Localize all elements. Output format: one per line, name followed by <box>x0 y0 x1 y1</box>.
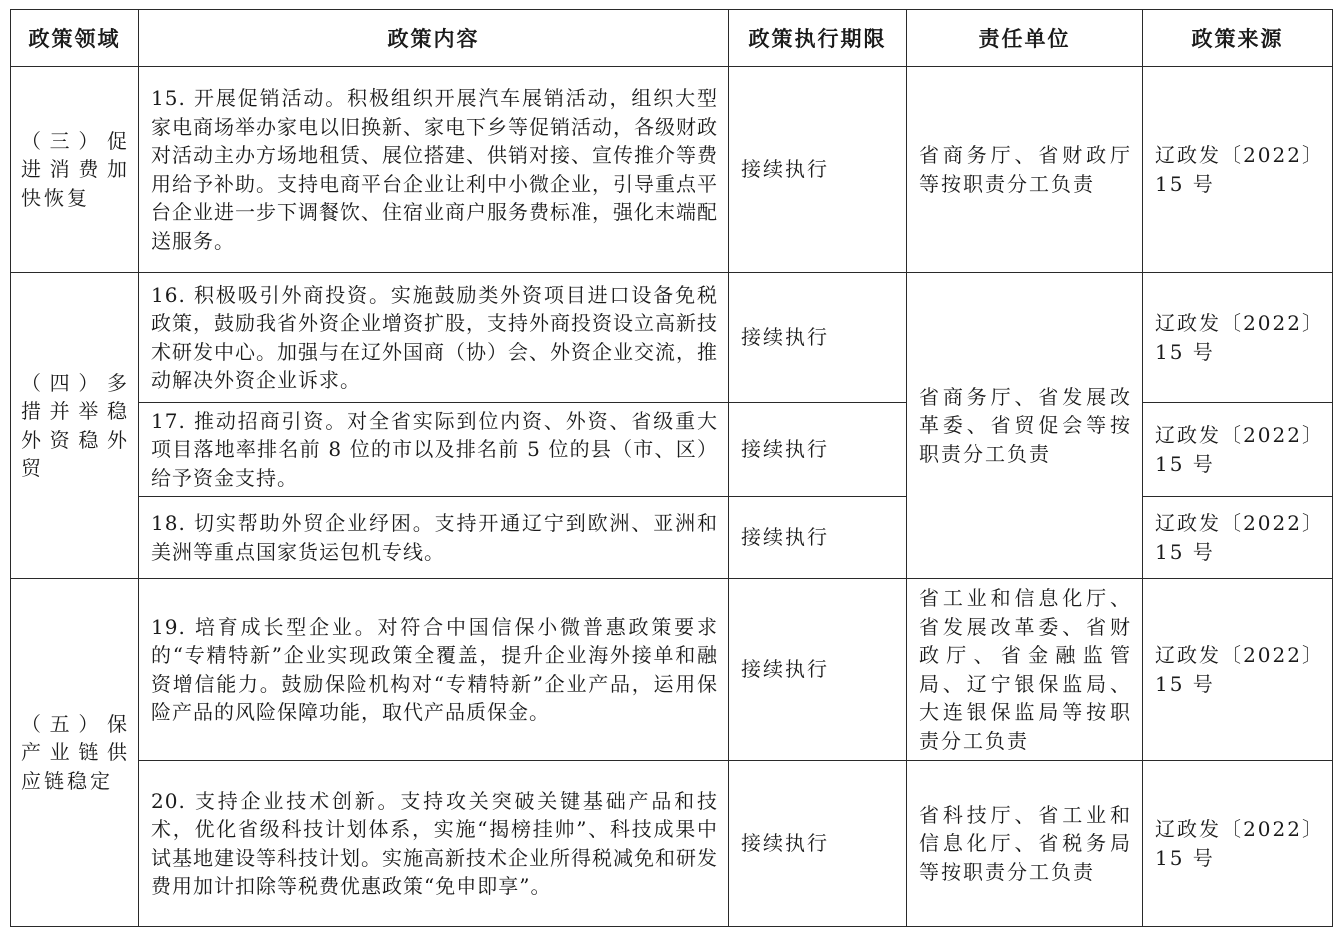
policy-source-text: 辽政发〔2022〕15 号 <box>1155 143 1324 196</box>
policy-content-cell <box>139 497 729 579</box>
execution-period-cell <box>729 67 907 273</box>
execution-period-text: 接续执行 <box>741 657 829 682</box>
policy-source-text: 辽政发〔2022〕15 号 <box>1155 511 1324 564</box>
table-row <box>11 273 1333 403</box>
table-row <box>11 67 1333 273</box>
policy-domain-cell <box>11 273 139 579</box>
policy-source-cell <box>1143 579 1333 761</box>
policy-content-text: 19. 培育成长型企业。对符合中国信保小微普惠政策要求的“专精特新”企业实现政策全覆盖，提升企业海外接单和融资增信能力。鼓励保险机构对“专精特新”企业产品，运用保险产品的风险保障功能，取代产品质保金。 <box>151 614 718 724</box>
policy-source-text: 辽政发〔2022〕15 号 <box>1155 423 1324 476</box>
policy-source-cell <box>1143 497 1333 579</box>
responsible-unit-cell <box>907 579 1143 761</box>
policy-content-text: 16. 积极吸引外商投资。实施鼓励类外资项目进口设备免税政策，鼓励我省外资企业增资扩股，支持外商投资设立高新技术研发中心。加强与在辽外国商（协）会、外资企业交流，推动解决外资企业诉求。 <box>151 282 718 392</box>
policy-content-cell <box>139 67 729 273</box>
policy-source-cell <box>1143 761 1333 927</box>
policy-table <box>10 9 1333 927</box>
policy-domain-text: （五）保产业链供应链稳定 <box>21 711 130 793</box>
policy-content-text: 17. 推动招商引资。对全省实际到位内资、外资、省级重大项目落地率排名前 8 位的市以及排名前 5 位的县（市、区）给予资金支持。 <box>151 408 718 490</box>
responsible-unit-text: 省商务厅、省财政厅等按职责分工负责 <box>919 143 1132 196</box>
policy-content-cell <box>139 273 729 403</box>
policy-content-text: 15. 开展促销活动。积极组织开展汽车展销活动，组织大型家电商场举办家电以旧换新、家电下乡等促销活动，各级财政对活动主办方场地租赁、展位搭建、供销对接、宣传推介等费用给予补助。支持电商平台企业让利中小微企业，引导重点平台企业进一步下调餐饮、住宿业商户服务费标准，强化末端配送服务。 <box>151 86 718 253</box>
policy-source-cell <box>1143 403 1333 497</box>
execution-period-cell <box>729 403 907 497</box>
policy-content-cell <box>139 403 729 497</box>
execution-period-cell <box>729 497 907 579</box>
execution-period-text: 接续执行 <box>741 525 829 550</box>
policy-domain-text: （三）促进消费加快恢复 <box>21 128 130 210</box>
policy-source-text: 辽政发〔2022〕15 号 <box>1155 311 1324 364</box>
policy-content-text: 18. 切实帮助外贸企业纾困。支持开通辽宁到欧洲、亚洲和美洲等重点国家货运包机专线。 <box>151 511 718 564</box>
policy-source-text: 辽政发〔2022〕15 号 <box>1155 817 1324 870</box>
policy-source-cell <box>1143 67 1333 273</box>
execution-period-text: 接续执行 <box>741 157 829 182</box>
policy-domain-cell <box>11 579 139 927</box>
header-policy-domain: 政策领域 <box>11 10 139 67</box>
table-header-row <box>11 10 1333 67</box>
policy-content-text: 20. 支持企业技术创新。支持攻关突破关键基础产品和技术，优化省级科技计划体系，实施“揭榜挂帅”、科技成果中试基地建设等科技计划。实施高新技术企业所得税减免和研发费用加计扣除等税费优惠政策“免申即享”。 <box>151 788 718 898</box>
execution-period-cell <box>729 273 907 403</box>
responsible-unit-text: 省工业和信息化厅、省发展改革委、省财政厅、省金融监管局、辽宁银保监局、大连银保监局等按职责分工负责 <box>919 586 1132 753</box>
header-responsible-unit: 责任单位 <box>907 10 1143 67</box>
responsible-unit-text: 省商务厅、省发展改革委、省贸促会等按职责分工负责 <box>919 384 1132 466</box>
responsible-unit-cell <box>907 67 1143 273</box>
table-row <box>11 579 1333 761</box>
header-policy-content: 政策内容 <box>139 10 729 67</box>
execution-period-cell <box>729 579 907 761</box>
header-policy-source: 政策来源 <box>1143 10 1333 67</box>
policy-source-text: 辽政发〔2022〕15 号 <box>1155 643 1324 696</box>
responsible-unit-cell <box>907 273 1143 579</box>
header-execution-period: 政策执行期限 <box>729 10 907 67</box>
responsible-unit-text: 省科技厅、省工业和信息化厅、省税务局等按职责分工负责 <box>919 802 1132 884</box>
policy-domain-cell <box>11 67 139 273</box>
policy-source-cell <box>1143 273 1333 403</box>
execution-period-text: 接续执行 <box>741 325 829 350</box>
policy-content-cell <box>139 761 729 927</box>
execution-period-text: 接续执行 <box>741 831 829 856</box>
policy-domain-text: （四）多措并举稳外资稳外贸 <box>21 370 130 480</box>
policy-content-cell <box>139 579 729 761</box>
table-row <box>11 761 1333 927</box>
responsible-unit-cell <box>907 761 1143 927</box>
execution-period-text: 接续执行 <box>741 437 829 462</box>
execution-period-cell <box>729 761 907 927</box>
